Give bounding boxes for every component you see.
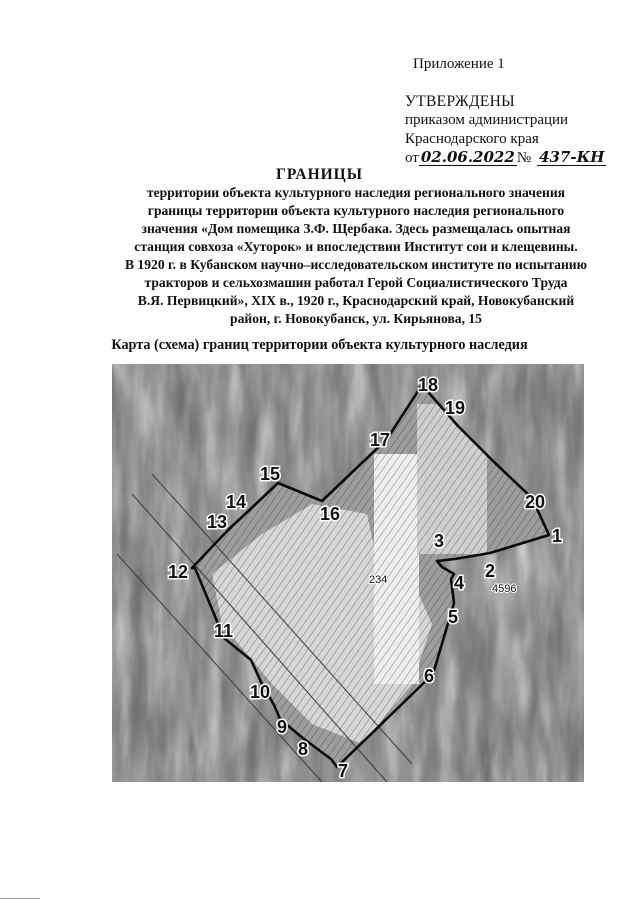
point-label-8: 8 bbox=[298, 739, 309, 759]
point-label-18: 18 bbox=[418, 375, 439, 395]
point-label-14: 14 bbox=[226, 492, 247, 512]
cadastral-label-234: 234 bbox=[369, 574, 388, 586]
map-svg bbox=[112, 364, 584, 782]
point-label-4: 4 bbox=[454, 573, 465, 593]
subtitle-line: станция совхоза «Хуторок» и впоследствии Институт сои и клещевины. bbox=[134, 239, 578, 254]
point-label-9: 9 bbox=[277, 717, 288, 737]
point-label-17: 17 bbox=[370, 430, 391, 450]
point-label-19: 19 bbox=[445, 398, 466, 418]
subtitle-line: границы территории объекта культурного наследия регионального bbox=[147, 203, 565, 218]
approval-block bbox=[405, 92, 606, 168]
document-title: ГРАНИЦЫ bbox=[276, 166, 363, 183]
point-label-20: 20 bbox=[525, 492, 546, 512]
subtitle-line: значения «Дом помещика З.Ф. Щербака. Здесь размещалась опытная bbox=[141, 221, 571, 236]
approval-date: 02.06.2022 bbox=[420, 148, 515, 166]
subtitle-line: тракторов и сельхозмашин работал Герой Социалистического Труда bbox=[144, 275, 568, 290]
footer-rule bbox=[0, 898, 40, 899]
number-label: № bbox=[516, 150, 532, 166]
subtitle-line: В 1920 г. в Кубанском научно–исследовательском институте по испытанию bbox=[124, 257, 588, 272]
point-label-6: 6 bbox=[424, 666, 435, 686]
appendix-label: Приложение 1 bbox=[413, 56, 505, 72]
from-label: от bbox=[405, 150, 419, 166]
point-label-10: 10 bbox=[250, 682, 271, 702]
point-label-2: 2 bbox=[485, 561, 496, 581]
point-label-5: 5 bbox=[448, 607, 459, 627]
point-label-15: 15 bbox=[260, 464, 281, 484]
point-label-7: 7 bbox=[338, 761, 349, 781]
approved-title: УТВЕРЖДЕНЫ bbox=[405, 93, 515, 110]
subtitle-line: территории объекта культурного наследия регионального значения bbox=[146, 185, 566, 200]
cadastral-label-4596: 4596 bbox=[492, 583, 517, 595]
approval-number: 437-КН bbox=[539, 148, 605, 166]
subtitle-line: район, г. Новокубанск, ул. Кирьянова, 15 bbox=[230, 311, 482, 326]
subtitle-line: В.Я. Первицкий», XIX в., 1920 г., Краснодарский край, Новокубанский bbox=[137, 293, 575, 308]
map-caption: Карта (схема) границ территории объекта культурного наследия bbox=[111, 337, 528, 353]
point-label-1: 1 bbox=[552, 526, 563, 546]
document-subtitle bbox=[100, 184, 612, 328]
approved-line-2: Краснодарского края bbox=[405, 131, 539, 147]
point-label-11: 11 bbox=[214, 621, 234, 641]
point-label-13: 13 bbox=[207, 512, 228, 532]
boundary-map bbox=[112, 364, 584, 782]
point-label-12: 12 bbox=[168, 562, 189, 582]
point-label-16: 16 bbox=[320, 504, 341, 524]
approved-line-1: приказом администрации bbox=[405, 112, 569, 128]
point-label-3: 3 bbox=[434, 531, 445, 551]
